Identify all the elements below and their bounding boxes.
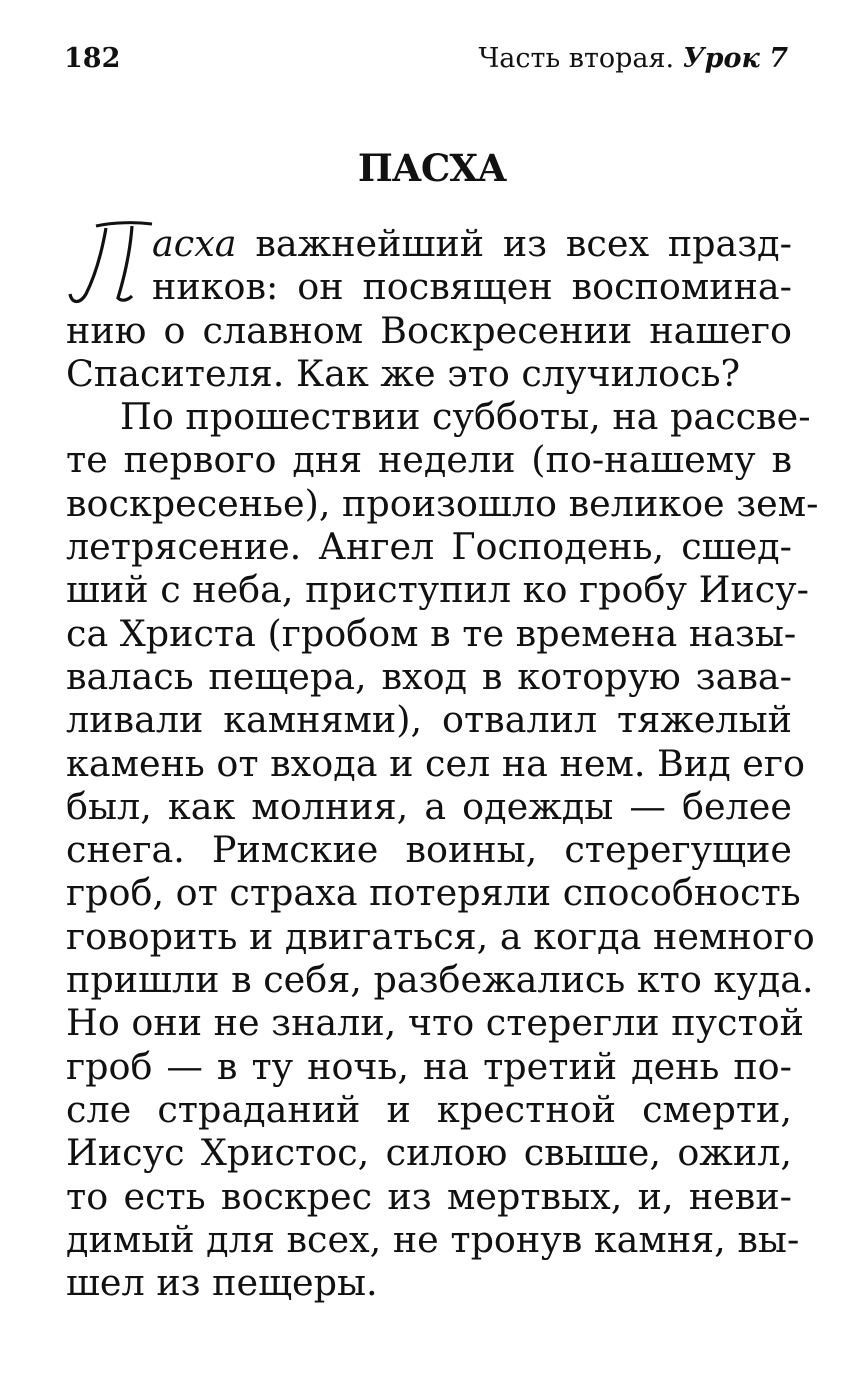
body-text [66,222,819,1305]
text-line: нию о славном Воскресении нашего [66,308,792,352]
text-line: ший с неба, приступил ко гробу Иису- [66,568,809,612]
text-line-content: важнейший из всех празд- [255,222,792,265]
text-line: сле страданий и крестной смерти, [66,1087,792,1131]
text-line: ливали камнями), отвалил тяжелый [66,698,792,742]
text-line: шел из пещеры. [66,1261,378,1305]
text-line: пришли в себя, разбежались кто куда. [66,958,814,1002]
part-label: Часть вторая. [478,43,675,74]
text-line: снега. Римские воины, стерегущие [66,828,792,872]
text-line: гроб, от страха потеряли способность [66,871,801,915]
text-line: летрясение. Ангел Господень, сшед- [66,525,792,569]
text-line: был, как молния, а одежды — белее [66,784,792,828]
text-line: говорить и двигаться, а когда немного [66,914,815,958]
text-line: Но они не знали, что стерегли пустой [66,1001,804,1045]
text-line: Иисус Христос, силою свыше, ожил, [66,1131,792,1175]
text-line: камень от входа и сел на нем. Вид его [66,741,805,785]
text-line: ников: он посвящен воспомина- [152,265,792,309]
running-header [478,40,788,78]
text-line: валась пещера, вход в которую зава- [66,654,792,698]
dropcap-word-rest: асха [152,222,237,265]
text-line: то есть воскрес из мертвых, и, неви- [66,1174,792,1218]
text-line: гроб — в ту ночь, на третий день по- [66,1044,792,1088]
text-line: са Христа (гробом в те времена назы- [66,611,797,655]
text-line: Спасителя. Как же это случилось? [66,351,741,395]
text-line: По прошествии субботы, на рассве- [120,395,811,439]
text-line [66,222,792,265]
page-number: 182 [64,43,121,74]
text-line: те первого дня недели (по-нашему в [66,438,792,482]
chapter-title: ПАСХА [357,146,507,190]
lesson-label: Урок 7 [682,43,788,74]
text-line: димый для всех, не тронув камня, вы- [66,1217,800,1261]
text-line: воскресенье), произошло великое зем- [66,481,819,525]
